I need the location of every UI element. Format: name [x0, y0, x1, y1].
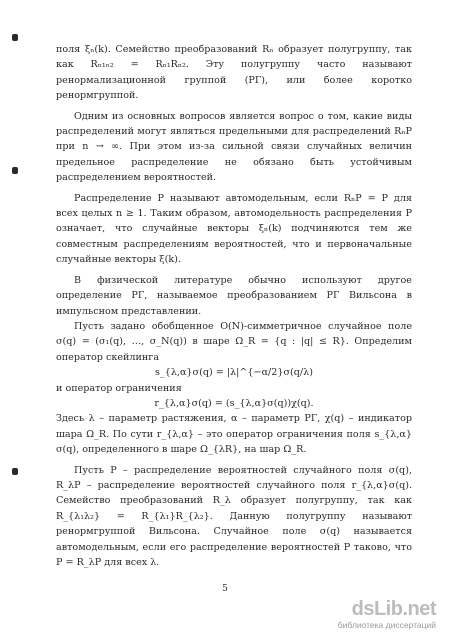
- paragraph-8: Пусть P – распределение вероятностей случайного поля σ(q), R_λP – распределение вероятностей случайного поля r_{λ,α}σ(q). Семейство преобразований R_λ образует полугруппу, так как R_{λ₁λ₂} = R_{λ₁}R_{λ₂}. Данную полугруппу называют ренормгруппой Вильсона. Случайное поле σ(q) называется автомодельным, если его распределение вероятностей P таково, что P = R_λP для всех λ.: [56, 464, 412, 568]
- paragraph-7: Здесь λ – параметр растяжения, α – параметр РГ, χ(q) – индикатор шара Ω_R. По сути r_{λ,α} – это оператор ограничения поля s_{λ,α}σ(q), определенного в шаре Ω_{λR}, на шар Ω_R.: [56, 413, 412, 456]
- paragraph-4: В физической литературе обычно используют другое определение РГ, называемое преобразованием РГ Вильсона в импульсном представлении.: [56, 274, 412, 317]
- margin-bullet-middle: [12, 167, 18, 174]
- watermark-site: dsLib.net: [351, 598, 436, 620]
- margin-bullet-top: [12, 34, 18, 41]
- watermark-caption: библиотека диссертаций: [337, 620, 436, 630]
- formula-restriction: r_{λ,α}σ(q) = (s_{λ,α}σ(q))χ(q).: [154, 397, 314, 409]
- watermark: [326, 598, 436, 630]
- paragraph-6: и оператор ограничения: [56, 382, 182, 394]
- paragraph-3: Распределение P называют автомодельным, если RₙP = P для всех целых n ≥ 1. Таким образом, автомодельность распределения P означает, что случайные векторы ξₙ(k) подчиняются тем же совместным распределениям вероятностей, что и первоначальные случайные векторы ξ(k).: [56, 192, 412, 266]
- paragraph-5: Пусть задано обобщенное O(N)-симметричное случайное поле σ(q) = (σ₁(q), …, σ_N(q)) в шаре Ω_R = {q : |q| ≤ R}. Определим оператор скейлинга: [56, 320, 412, 363]
- watermark-logo: [352, 598, 436, 621]
- paragraph-1: поля ξₙ(k). Семейство преобразований Rₙ образует полугруппу, так как Rₙ₁ₙ₂ = Rₙ₁Rₙ₂. Эту полугруппу часто называют ренормализационной группой (РГ), или более коротко ренормгруппой.: [56, 44, 412, 102]
- formula-scaling: s_{λ,α}σ(q) = |λ|^{−α/2}σ(q/λ): [155, 367, 313, 379]
- page-number: 5: [222, 584, 228, 594]
- paragraph-2: Одним из основных вопросов является вопрос о том, какие виды распределений могут являться предельными для распределений RₙP при n → ∞. При этом из-за сильной связи случайных величин предельное распределение не обязано быть устойчивым распределением вероятностей.: [56, 110, 412, 184]
- margin-bullet-lower: [12, 468, 18, 475]
- body-text: [56, 42, 412, 570]
